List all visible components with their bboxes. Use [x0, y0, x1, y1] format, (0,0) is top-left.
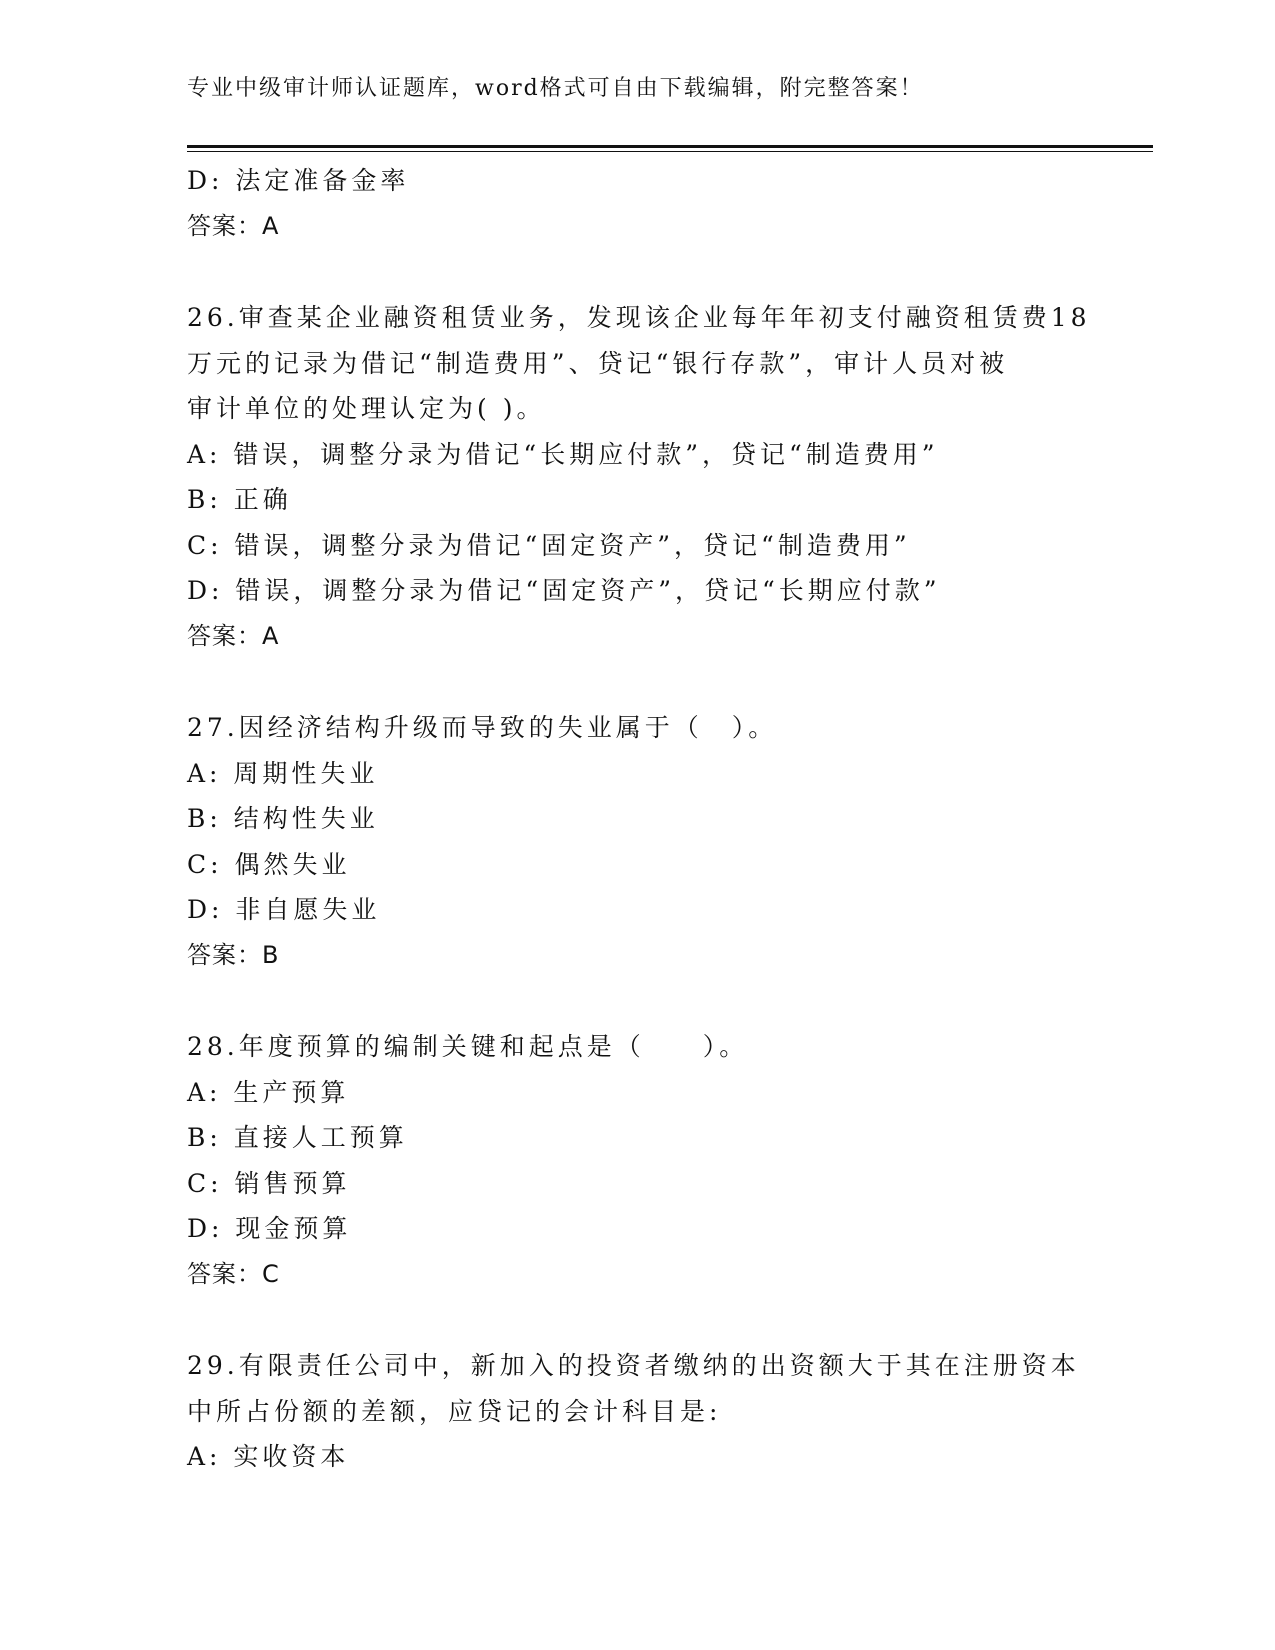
question-stem: 审计单位的处理认定为( )。: [187, 394, 546, 423]
question-28: [187, 1024, 1087, 1297]
option-a: A: 生产预算: [187, 1077, 350, 1107]
option-c: C: 销售预算: [187, 1168, 351, 1198]
spacer: [187, 249, 1087, 295]
header-rule-thick: [187, 145, 1153, 148]
option-b: B: 正确: [187, 485, 292, 514]
question-26: [187, 295, 1091, 659]
question-stem: 29.有限责任公司中，新加入的投资者缴纳的出资额大于其在注册资本: [187, 1351, 1080, 1380]
option-d: D: 错误，调整分录为借记“固定资产”，贷记“长期应付款”: [187, 576, 941, 605]
option-d: D: 现金预算: [187, 1214, 352, 1243]
question-stem: 27.因经济结构升级而导致的失业属于（ ）。: [187, 713, 778, 742]
option-d: D: 法定准备金率: [187, 166, 410, 195]
option-c: C: 错误，调整分录为借记“固定资产”，贷记“制造费用”: [187, 530, 911, 560]
page-header: 专业中级审计师认证题库，word格式可自由下载编辑，附完整答案！: [187, 76, 924, 101]
option-b: B: 直接人工预算: [187, 1123, 408, 1152]
header-rule-thin: [187, 151, 1153, 152]
question-25-tail: [187, 158, 1087, 249]
option-a: A: 实收资本: [187, 1442, 350, 1471]
spacer: [187, 978, 1087, 1024]
question-27: [187, 705, 1087, 978]
question-stem: 中所占份额的差额，应贷记的会计科目是:: [187, 1396, 722, 1426]
answer-line: 答案：B: [187, 940, 280, 969]
answer-line: 答案：C: [187, 1259, 280, 1288]
spacer: [187, 1297, 1087, 1343]
spacer: [187, 659, 1087, 705]
question-stem: 万元的记录为借记“制造费用”、贷记“银行存款”，审计人员对被: [187, 348, 1009, 378]
question-stem: 28.年度预算的编制关键和起点是（ ）。: [187, 1032, 749, 1061]
option-a: A: 错误，调整分录为借记“长期应付款”，贷记“制造费用”: [187, 439, 939, 469]
question-list: [187, 158, 1091, 1480]
option-b: B: 结构性失业: [187, 804, 379, 833]
question-stem: 26.审查某企业融资租赁业务，发现该企业每年年初支付融资租赁费18: [187, 303, 1091, 332]
answer-line: 答案：A: [187, 621, 280, 650]
option-d: D: 非自愿失业: [187, 895, 381, 924]
option-a: A: 周期性失业: [187, 758, 379, 788]
option-c: C: 偶然失业: [187, 849, 351, 879]
question-29: [187, 1343, 1087, 1480]
answer-line: 答案：A: [187, 211, 280, 240]
